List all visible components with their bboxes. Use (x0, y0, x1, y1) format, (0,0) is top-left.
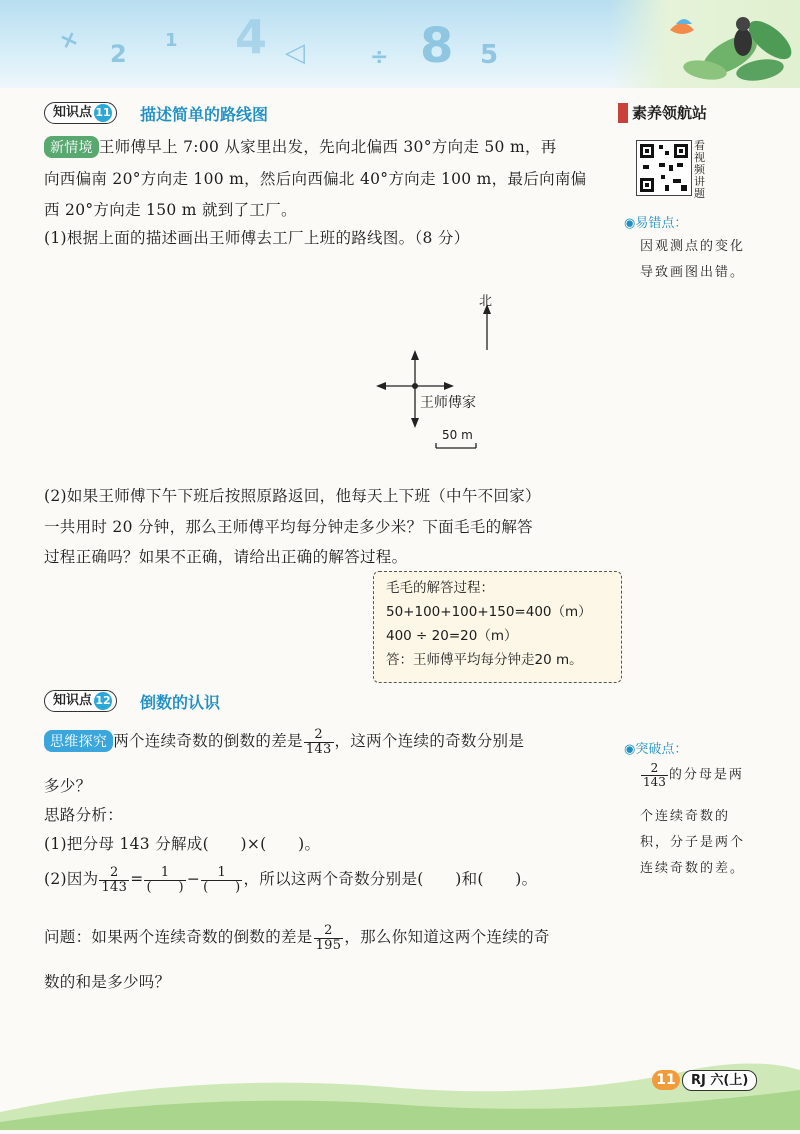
header-banner (0, 0, 800, 88)
axis-arrow-down (411, 418, 419, 428)
kp12-question-line-1: 问题：如果两个连续奇数的倒数的差是 $\frac{2}{195}$ ，那么你知道这两个连续的奇 (44, 923, 550, 953)
north-label: 北 (479, 294, 493, 309)
route-diagram (370, 290, 530, 460)
kp11-question-2-line-2: 一共用时 20 分钟，那么王师傅平均每分钟走多少米？下面毛毛的解答 (44, 518, 533, 536)
answer-title: 毛毛的解答过程： (386, 580, 494, 596)
answer-line-2: 400 ÷ 20=20（m） (386, 628, 518, 644)
answer-line-3: 答：王师傅平均每分钟走20 m。 (386, 652, 583, 668)
kp12-tag: 思维探究 (44, 730, 113, 752)
decor-digit-1: 1 (165, 30, 178, 51)
break-point-fraction: $\frac{2}{143}$ (643, 761, 666, 789)
decor-digit-5: 5 (480, 40, 499, 70)
break-point-line-3: 积，分子是两个 (640, 835, 746, 850)
kp11-tag: 新情境 (44, 136, 99, 158)
step2-fraction-1: $\frac{2}{143}$ (101, 865, 128, 895)
decor-digit-2: 2 (110, 40, 127, 68)
grade-label: RJ 六(上) (682, 1070, 757, 1091)
error-point-head: ◉易错点： (624, 216, 688, 231)
break-point-line-1: $\frac{2}{143}$ 的分母是两 (643, 761, 744, 789)
kp12-label: 知识点 12 (44, 690, 117, 712)
sidebar-title: 素养领航站 (632, 104, 708, 122)
kp11-question-1: (1)根据上面的描述画出王师傅去工厂上班的路线图。（8 分） (44, 229, 470, 247)
step2-fraction-3: $\frac{1}{( )}$ (203, 865, 241, 895)
axis-arrow-up (411, 350, 419, 360)
kp12-intro-fraction: $\frac{2}{143}$ (305, 727, 332, 757)
kp12-title: 倒数的认识 (140, 693, 221, 712)
axis-arrow-left (376, 382, 386, 390)
sidebar (618, 102, 748, 123)
error-point-line-1: 因观测点的变化 (640, 239, 746, 254)
kp11-question-2-line-1: (2)如果王师傅下午下班后按照原路返回，他每天上下班（中午不回家） (44, 487, 541, 505)
axis-arrow-right (444, 382, 454, 390)
decor-triangle: ◁ (285, 38, 305, 68)
kp12-analysis: 思路分析： (44, 806, 124, 824)
sidebar-marker (618, 103, 628, 123)
break-point-line-4: 连续奇数的差。 (640, 861, 746, 876)
decor-divide: ÷ (370, 45, 389, 70)
break-point-line-2: 个连续奇数的 (640, 809, 731, 824)
kp12-step-1: (1)把分母 143 分解成( )×( )。 (44, 835, 321, 853)
qr-caption: 看视频讲题 (694, 139, 705, 200)
kp11-label: 知识点 11 (44, 102, 117, 124)
answer-line-1: 50+100+100+150=400（m） (386, 604, 592, 620)
kp11-title: 描述简单的路线图 (140, 105, 269, 124)
decor-digit-8: 8 (420, 18, 454, 74)
scale-label: 50 m (442, 428, 473, 442)
page-number: 11 (652, 1070, 680, 1090)
kp12-step-2: (2)因为 $\frac{2}{143}$ = $\frac{1}{( )}$ − $\frac{1}{( )}$ ，所以这两个奇数分别是( )和( )。 (44, 865, 538, 895)
kp11-question-2-line-3: 过程正确吗？如果不正确，请给出正确的解答过程。 (44, 548, 408, 566)
leaf-decoration (610, 0, 800, 88)
home-label: 王师傅家 (420, 395, 476, 411)
kp11-number: 11 (94, 104, 112, 122)
break-point-head: ◉突破点： (624, 742, 688, 757)
maomao-answer-box (373, 571, 622, 683)
kp12-intro-line-2: 多少？ (44, 777, 92, 795)
kp12-intro-line: 思维探究 两个连续奇数的倒数的差是 $\frac{2}{143}$ ，这两个连续的奇数分别是 (44, 728, 524, 756)
footer-decoration (0, 1050, 800, 1130)
home-point (412, 383, 418, 389)
kp11-line-3: 西 20°方向走 150 m 就到了工厂。 (44, 201, 297, 219)
kp12-question-line-2: 数的和是多少吗？ (44, 973, 171, 991)
decor-digit-4: 4 (235, 10, 268, 64)
decor-x-glyph: × (56, 25, 83, 56)
error-point-line-2: 导致画图出错。 (640, 265, 746, 280)
kp11-line-1: 新情境 王师傅早上 7:00 从家里出发，先向北偏西 30°方向走 50 m，再 (44, 135, 557, 158)
qr-code[interactable] (636, 140, 692, 196)
kp11-line-2: 向西偏南 20°方向走 100 m，然后向西偏北 40°方向走 100 m，最后向南偏 (44, 170, 587, 188)
step2-fraction-2: $\frac{1}{( )}$ (146, 865, 184, 895)
kp12-number: 12 (94, 692, 112, 710)
kp12-question-fraction: $\frac{2}{195}$ (315, 923, 342, 953)
